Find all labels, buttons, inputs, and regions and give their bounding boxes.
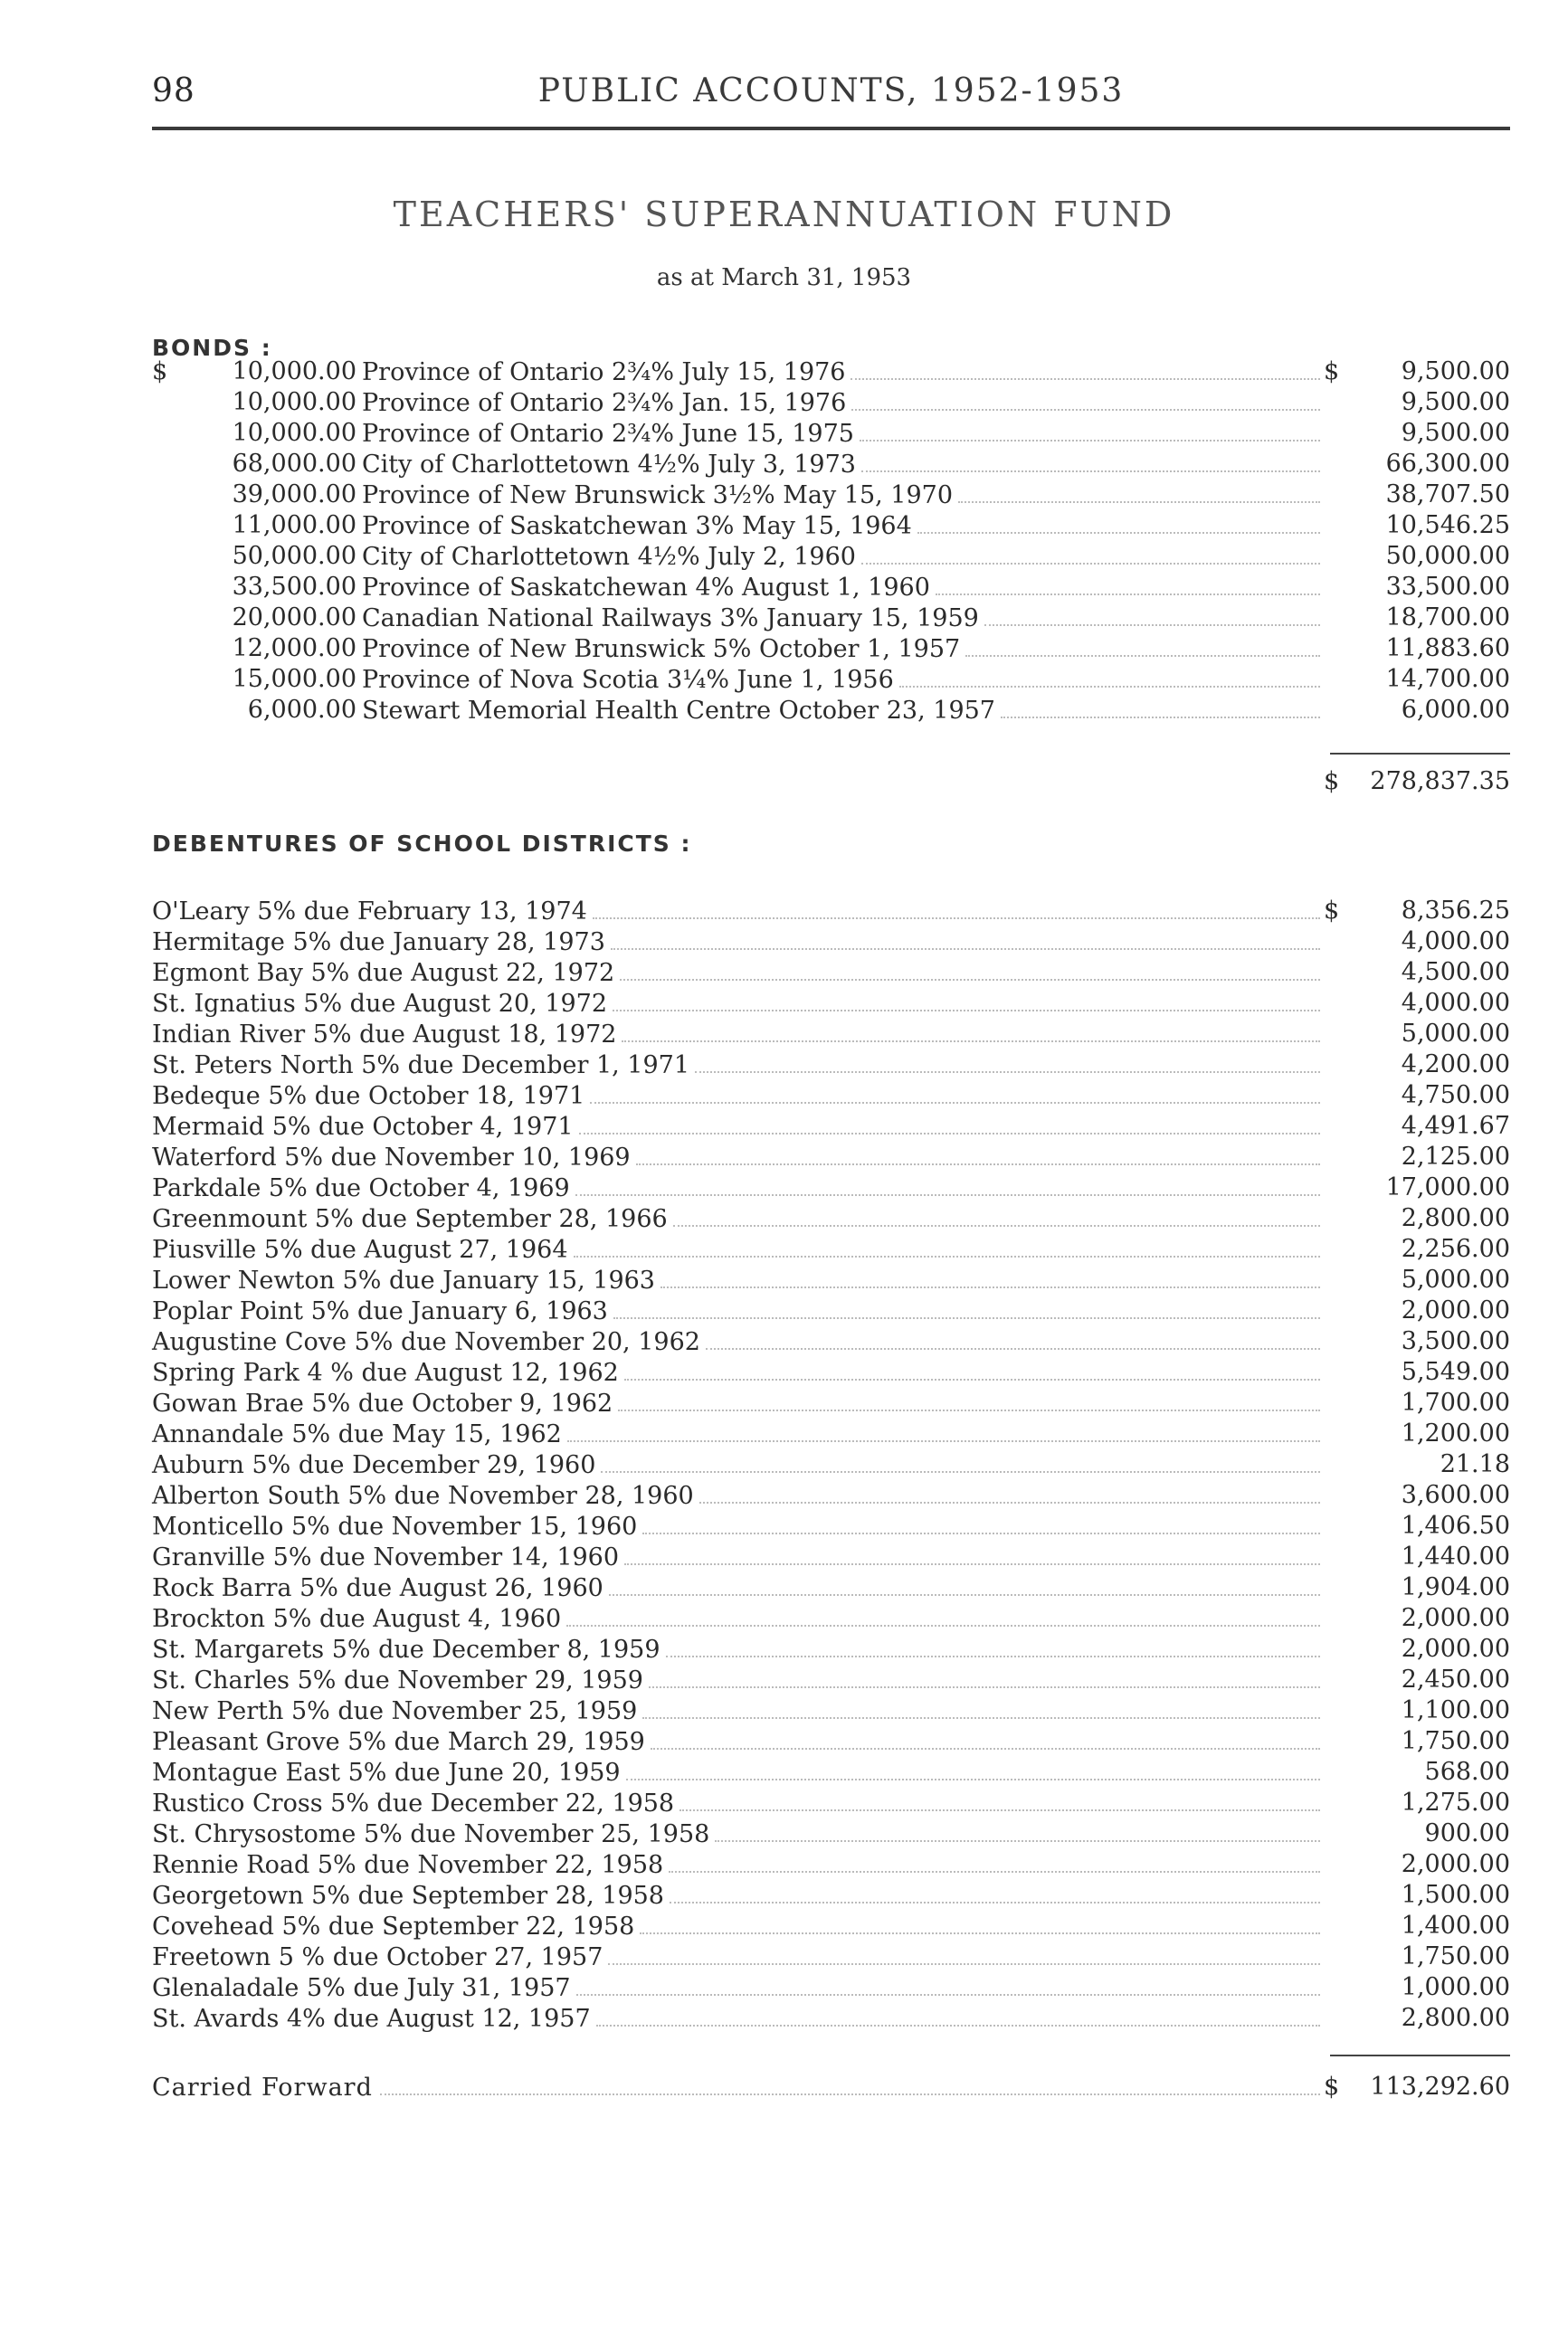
leader-dots — [649, 1665, 1320, 1688]
header-rule — [152, 127, 1510, 130]
debenture-description: Parkdale 5% due October 4, 1969 — [152, 1173, 575, 1204]
debenture-value: 2,800.00 — [1401, 2004, 1510, 2032]
leader-dots — [958, 479, 1320, 503]
leader-dots — [620, 957, 1320, 981]
debenture-description: Lower Newton 5% due January 15, 1963 — [152, 1266, 660, 1296]
debenture-row — [152, 1480, 1510, 1511]
debenture-value: 5,000.00 — [1401, 1020, 1510, 1048]
debenture-description: New Perth 5% due November 25, 1959 — [152, 1696, 642, 1727]
debenture-value: 2,000.00 — [1401, 1635, 1510, 1663]
bond-description: Province of Saskatchewan 3% May 15, 1964 — [362, 511, 917, 542]
leader-dots — [695, 1049, 1320, 1073]
debenture-row — [152, 1326, 1510, 1357]
bond-row — [152, 541, 1510, 572]
leader-dots — [670, 1880, 1320, 1904]
debenture-description-line — [152, 1634, 1320, 1666]
leader-dots — [851, 356, 1320, 380]
debenture-description-line — [152, 1480, 1320, 1512]
bond-row — [152, 510, 1510, 541]
debenture-description: Covehead 5% due September 22, 1958 — [152, 1912, 640, 1942]
bond-book-value: 33,500.00 — [1385, 573, 1510, 601]
debenture-row — [152, 1634, 1510, 1665]
bond-description: Province of New Brunswick 5% October 1, 1957 — [362, 634, 965, 665]
debenture-row — [152, 1172, 1510, 1203]
leader-dots — [861, 541, 1320, 565]
bond-face-value: 10,000.00 — [232, 388, 356, 416]
bond-book-value: 6,000.00 — [1401, 696, 1510, 724]
debenture-description-line — [152, 1511, 1320, 1543]
bond-face-value: 39,000.00 — [232, 480, 356, 508]
bond-description: Province of Nova Scotia 3¼% June 1, 1956 — [362, 665, 899, 696]
debenture-description: Glenaladale 5% due July 31, 1957 — [152, 1973, 576, 2004]
debenture-description-line — [152, 1665, 1320, 1696]
debenture-value: 1,200.00 — [1401, 1419, 1510, 1448]
leader-dots — [636, 1142, 1320, 1165]
debenture-value: 21.18 — [1440, 1450, 1510, 1478]
leader-dots — [596, 2003, 1320, 2027]
debenture-description: Egmont Bay 5% due August 22, 1972 — [152, 958, 620, 989]
debenture-value: 4,491.67 — [1401, 1112, 1510, 1140]
debenture-value: 1,750.00 — [1401, 1942, 1510, 1970]
leader-dots — [566, 1603, 1320, 1627]
debentures-ledger — [152, 896, 1510, 2034]
bond-face-value: 10,000.00 — [232, 357, 356, 385]
debenture-row — [152, 1080, 1510, 1111]
debenture-value: 8,356.25 — [1401, 897, 1510, 925]
leader-dots — [622, 1019, 1320, 1042]
debenture-value: 1,406.50 — [1401, 1512, 1510, 1540]
debenture-value-currency: $ — [1324, 897, 1340, 925]
debenture-row — [152, 1788, 1510, 1818]
debenture-value: 2,000.00 — [1401, 1296, 1510, 1324]
debenture-row — [152, 1511, 1510, 1542]
debenture-row — [152, 1203, 1510, 1234]
bond-row — [152, 572, 1510, 603]
leader-dots — [590, 1080, 1320, 1104]
debenture-value: 2,800.00 — [1401, 1204, 1510, 1232]
debenture-description-line — [152, 1726, 1320, 1758]
leader-dots — [715, 1818, 1320, 1842]
debenture-row — [152, 1603, 1510, 1634]
debenture-description-line — [152, 1049, 1320, 1081]
debenture-description: Granville 5% due November 14, 1960 — [152, 1543, 624, 1573]
debenture-value: 4,500.00 — [1401, 958, 1510, 986]
bond-row — [152, 695, 1510, 726]
debenture-description: Gowan Brae 5% due October 9, 1962 — [152, 1389, 618, 1419]
bonds-total-currency: $ — [1324, 767, 1340, 795]
debenture-value: 1,000.00 — [1401, 1973, 1510, 2001]
leader-dots — [593, 896, 1320, 919]
leader-dots — [642, 1695, 1320, 1719]
bond-description-line — [362, 541, 1320, 573]
bond-book-value: 9,500.00 — [1401, 357, 1510, 385]
debenture-description: St. Chrysostome 5% due November 25, 1958 — [152, 1819, 715, 1850]
bond-description-line — [362, 633, 1320, 665]
bond-face-value: 12,000.00 — [232, 634, 356, 662]
debenture-value: 3,500.00 — [1401, 1327, 1510, 1355]
debenture-description-line — [152, 1142, 1320, 1173]
debenture-row — [152, 1880, 1510, 1911]
leader-dots — [679, 1788, 1320, 1811]
debenture-row — [152, 988, 1510, 1019]
debenture-row — [152, 1665, 1510, 1695]
bond-book-value: 11,883.60 — [1385, 634, 1510, 662]
debenture-row — [152, 1695, 1510, 1726]
debenture-value: 2,000.00 — [1401, 1850, 1510, 1878]
leader-dots — [984, 603, 1320, 626]
debenture-description-line — [152, 1203, 1320, 1235]
page-number: 98 — [152, 72, 195, 109]
debenture-description: St. Avards 4% due August 12, 1957 — [152, 2004, 596, 2035]
debenture-value: 1,400.00 — [1401, 1912, 1510, 1940]
leader-dots — [576, 1972, 1320, 1996]
debenture-description-line — [152, 1911, 1320, 1942]
debenture-value: 1,750.00 — [1401, 1727, 1510, 1755]
bond-description: Stewart Memorial Health Centre October 23, 1957 — [362, 696, 1001, 726]
debenture-description: St. Ignatius 5% due August 20, 1972 — [152, 989, 613, 1020]
debenture-value: 2,125.00 — [1401, 1143, 1510, 1171]
bond-book-value: 14,700.00 — [1385, 665, 1510, 693]
debenture-value: 2,000.00 — [1401, 1604, 1510, 1632]
debenture-row — [152, 1234, 1510, 1265]
bond-book-value: 50,000.00 — [1385, 542, 1510, 570]
debenture-row — [152, 1419, 1510, 1449]
debenture-value: 5,549.00 — [1401, 1358, 1510, 1386]
debenture-description: Mermaid 5% due October 4, 1971 — [152, 1112, 579, 1143]
debenture-row — [152, 1972, 1510, 2003]
debenture-row — [152, 1942, 1510, 1972]
debenture-row — [152, 1296, 1510, 1326]
bond-row — [152, 356, 1510, 387]
debenture-value: 1,700.00 — [1401, 1389, 1510, 1417]
debenture-description: Rustico Cross 5% due December 22, 1958 — [152, 1789, 679, 1819]
debenture-description: Annandale 5% due May 15, 1962 — [152, 1419, 567, 1450]
bond-row — [152, 449, 1510, 479]
bond-face-value: 33,500.00 — [232, 573, 356, 601]
debenture-description: Monticello 5% due November 15, 1960 — [152, 1512, 642, 1543]
debenture-row — [152, 1849, 1510, 1880]
bond-face-value: 50,000.00 — [232, 542, 356, 570]
debenture-row — [152, 1818, 1510, 1849]
debenture-value: 2,450.00 — [1401, 1666, 1510, 1694]
bond-description-line — [362, 387, 1320, 419]
debenture-description-line — [152, 1080, 1320, 1112]
debenture-description: Augustine Cove 5% due November 20, 1962 — [152, 1327, 706, 1358]
leader-dots — [613, 1296, 1320, 1319]
debenture-description: Hermitage 5% due January 28, 1973 — [152, 927, 611, 958]
leader-dots — [651, 1726, 1320, 1750]
leader-dots — [699, 1480, 1320, 1504]
debenture-description: Montague East 5% due June 20, 1959 — [152, 1758, 626, 1789]
debenture-row — [152, 2003, 1510, 2034]
leader-dots — [936, 572, 1320, 595]
leader-dots — [917, 510, 1320, 534]
bond-row — [152, 603, 1510, 633]
debenture-description-line — [152, 1234, 1320, 1266]
debenture-row — [152, 1911, 1510, 1942]
debenture-description: Poplar Point 5% due January 6, 1963 — [152, 1296, 613, 1327]
leader-dots — [860, 418, 1320, 441]
bond-value-currency: $ — [1324, 357, 1340, 385]
leader-dots — [642, 1511, 1320, 1534]
bond-face-value: 68,000.00 — [232, 450, 356, 478]
leader-dots — [575, 1172, 1320, 1196]
bond-row — [152, 633, 1510, 664]
leader-dots — [660, 1265, 1320, 1288]
debenture-description-line — [152, 1019, 1320, 1050]
debenture-description-line — [152, 1788, 1320, 1819]
leader-dots — [624, 1542, 1320, 1565]
debenture-row — [152, 1757, 1510, 1788]
debenture-description-line — [152, 1942, 1320, 1973]
debenture-row — [152, 926, 1510, 957]
debenture-description: Spring Park 4 % due August 12, 1962 — [152, 1358, 624, 1389]
debenture-description-line — [152, 1265, 1320, 1296]
debenture-description-line — [152, 1880, 1320, 1912]
bond-description-line — [362, 572, 1320, 603]
leader-dots — [579, 1111, 1320, 1135]
bond-face-value: 15,000.00 — [232, 665, 356, 693]
bond-face-value: 6,000.00 — [247, 696, 356, 724]
debenture-row — [152, 1357, 1510, 1388]
debenture-row — [152, 1111, 1510, 1142]
bond-description-line — [362, 479, 1320, 511]
debenture-value: 1,100.00 — [1401, 1696, 1510, 1724]
debenture-description: O'Leary 5% due February 13, 1974 — [152, 897, 593, 927]
bond-face-value: 11,000.00 — [232, 511, 356, 539]
bond-row — [152, 387, 1510, 418]
debentures-total-rule — [1330, 2055, 1510, 2056]
debenture-description-line — [152, 1849, 1320, 1881]
debenture-value: 5,000.00 — [1401, 1266, 1510, 1294]
fund-title: TEACHERS' SUPERANNUATION FUND — [393, 195, 1175, 234]
bond-face-currency: $ — [152, 357, 168, 385]
debenture-description-line — [152, 1542, 1320, 1573]
debenture-value: 1,275.00 — [1401, 1789, 1510, 1817]
bond-row — [152, 664, 1510, 695]
debenture-row — [152, 1049, 1510, 1080]
leader-dots — [608, 1942, 1320, 1965]
bond-book-value: 9,500.00 — [1401, 388, 1510, 416]
debenture-row — [152, 1572, 1510, 1603]
leader-dots — [611, 926, 1320, 950]
bonds-ledger — [152, 356, 1510, 726]
bond-book-value: 66,300.00 — [1385, 450, 1510, 478]
debenture-description-line — [152, 1757, 1320, 1789]
debenture-description: St. Charles 5% due November 29, 1959 — [152, 1666, 649, 1696]
debenture-value: 4,000.00 — [1401, 927, 1510, 955]
bond-description-line — [362, 356, 1320, 388]
debenture-description-line — [152, 896, 1320, 927]
carried-forward-value: 113,292.60 — [1370, 2073, 1510, 2101]
bond-description-line — [362, 695, 1320, 726]
debentures-heading: DEBENTURES OF SCHOOL DISTRICTS : — [152, 831, 692, 857]
debenture-description: Georgetown 5% due September 28, 1958 — [152, 1881, 670, 1912]
bond-description-line — [362, 418, 1320, 450]
bond-book-value: 38,707.50 — [1385, 480, 1510, 508]
debenture-description-line — [152, 1449, 1320, 1481]
debenture-description: Rock Barra 5% due August 26, 1960 — [152, 1573, 609, 1604]
debenture-value: 4,750.00 — [1401, 1081, 1510, 1109]
bond-description-line — [362, 664, 1320, 696]
leader-dots — [609, 1572, 1320, 1596]
debenture-value: 3,600.00 — [1401, 1481, 1510, 1509]
debenture-description: Bedeque 5% due October 18, 1971 — [152, 1081, 590, 1112]
page-header — [152, 65, 1510, 119]
bond-description: Province of Saskatchewan 4% August 1, 1960 — [362, 573, 936, 603]
debenture-description: Pleasant Grove 5% due March 29, 1959 — [152, 1727, 651, 1758]
debenture-description: Rennie Road 5% due November 22, 1958 — [152, 1850, 669, 1881]
bond-description: City of Charlottetown 4½% July 2, 1960 — [362, 542, 861, 573]
bond-row — [152, 418, 1510, 449]
leader-dots — [640, 1911, 1320, 1934]
leader-dots — [851, 387, 1320, 411]
debenture-row — [152, 1388, 1510, 1419]
leader-dots — [669, 1849, 1320, 1873]
carried-forward-currency: $ — [1324, 2073, 1340, 2101]
bond-face-value: 10,000.00 — [232, 419, 356, 447]
leader-dots — [618, 1388, 1320, 1411]
debenture-description-line — [152, 1357, 1320, 1389]
leader-dots — [706, 1326, 1320, 1350]
leader-dots — [899, 664, 1320, 688]
debenture-description-line — [152, 1172, 1320, 1204]
debenture-row — [152, 1265, 1510, 1296]
debenture-row — [152, 957, 1510, 988]
debenture-row — [152, 1449, 1510, 1480]
debenture-description: Waterford 5% due November 10, 1969 — [152, 1143, 636, 1173]
bond-row — [152, 479, 1510, 510]
bond-description-line — [362, 510, 1320, 542]
debenture-description: St. Peters North 5% due December 1, 1971 — [152, 1050, 695, 1081]
bond-description: Canadian National Railways 3% January 15, 1959 — [362, 603, 984, 634]
debenture-description: Indian River 5% due August 18, 1972 — [152, 1020, 622, 1050]
leader-dots — [666, 1634, 1320, 1657]
bonds-heading: BONDS : — [152, 335, 272, 361]
leader-dots — [626, 1757, 1320, 1780]
debenture-description-line — [152, 1296, 1320, 1327]
debenture-description-line — [152, 957, 1320, 989]
bond-book-value: 18,700.00 — [1385, 603, 1510, 631]
carried-forward-label: Carried Forward — [152, 2074, 373, 2102]
debenture-value: 1,440.00 — [1401, 1543, 1510, 1571]
debenture-value: 2,256.00 — [1401, 1235, 1510, 1263]
debenture-row — [152, 1142, 1510, 1172]
debenture-value: 900.00 — [1424, 1819, 1510, 1847]
bond-description-line — [362, 603, 1320, 634]
debenture-value: 1,904.00 — [1401, 1573, 1510, 1601]
debenture-value: 4,000.00 — [1401, 989, 1510, 1017]
debenture-description-line — [152, 988, 1320, 1020]
leader-dots — [601, 1449, 1320, 1473]
debenture-description-line — [152, 1695, 1320, 1727]
leader-dots — [624, 1357, 1320, 1381]
bond-description: Province of New Brunswick 3½% May 15, 1970 — [362, 480, 958, 511]
debenture-description-line — [152, 1572, 1320, 1604]
debenture-description: Auburn 5% due December 29, 1960 — [152, 1450, 601, 1481]
debenture-description: Freetown 5 % due October 27, 1957 — [152, 1942, 608, 1973]
bonds-total-rule — [1330, 753, 1510, 755]
leader-dots — [965, 633, 1320, 657]
debenture-value: 17,000.00 — [1385, 1173, 1510, 1201]
carried-forward-line — [152, 2072, 1510, 2103]
debenture-description-line — [152, 1388, 1320, 1419]
bonds-total-value: 278,837.35 — [1370, 767, 1510, 795]
leader-dots — [673, 1203, 1320, 1227]
debenture-description-line — [152, 926, 1320, 958]
debenture-row — [152, 1019, 1510, 1049]
debenture-value: 568.00 — [1424, 1758, 1510, 1786]
debenture-description-line — [152, 2003, 1320, 2035]
leader-dots — [613, 988, 1320, 1011]
bond-description: City of Charlottetown 4½% July 3, 1973 — [362, 450, 861, 480]
debenture-description: Brockton 5% due August 4, 1960 — [152, 1604, 566, 1635]
bond-book-value: 10,546.25 — [1385, 511, 1510, 539]
leader-dots — [574, 1234, 1320, 1258]
bond-book-value: 9,500.00 — [1401, 419, 1510, 447]
debenture-description: Piusville 5% due August 27, 1964 — [152, 1235, 574, 1266]
bond-description-line — [362, 449, 1320, 480]
debenture-description-line — [152, 1326, 1320, 1358]
bond-description: Province of Ontario 2¾% June 15, 1975 — [362, 419, 860, 450]
bond-description: Province of Ontario 2¾% Jan. 15, 1976 — [362, 388, 851, 419]
debenture-description-line — [152, 1972, 1320, 2004]
bond-face-value: 20,000.00 — [232, 603, 356, 631]
debenture-description: Greenmount 5% due September 28, 1966 — [152, 1204, 673, 1235]
debenture-description-line — [152, 1419, 1320, 1450]
debenture-row — [152, 1726, 1510, 1757]
debenture-description-line — [152, 1603, 1320, 1635]
debenture-row — [152, 1542, 1510, 1572]
bond-description: Province of Ontario 2¾% July 15, 1976 — [362, 357, 851, 388]
leader-dots — [1001, 695, 1320, 718]
leader-dots — [380, 2072, 1320, 2095]
debenture-description: Alberton South 5% due November 28, 1960 — [152, 1481, 699, 1512]
debenture-description-line — [152, 1111, 1320, 1143]
leader-dots — [861, 449, 1320, 472]
debenture-value: 1,500.00 — [1401, 1881, 1510, 1909]
fund-subtitle: as at March 31, 1953 — [656, 264, 912, 291]
leader-dots — [567, 1419, 1320, 1442]
running-title: PUBLIC ACCOUNTS, 1952-1953 — [537, 72, 1125, 109]
debenture-description: St. Margarets 5% due December 8, 1959 — [152, 1635, 666, 1666]
debenture-value: 4,200.00 — [1401, 1050, 1510, 1078]
debenture-description-line — [152, 1818, 1320, 1850]
debenture-row — [152, 896, 1510, 926]
